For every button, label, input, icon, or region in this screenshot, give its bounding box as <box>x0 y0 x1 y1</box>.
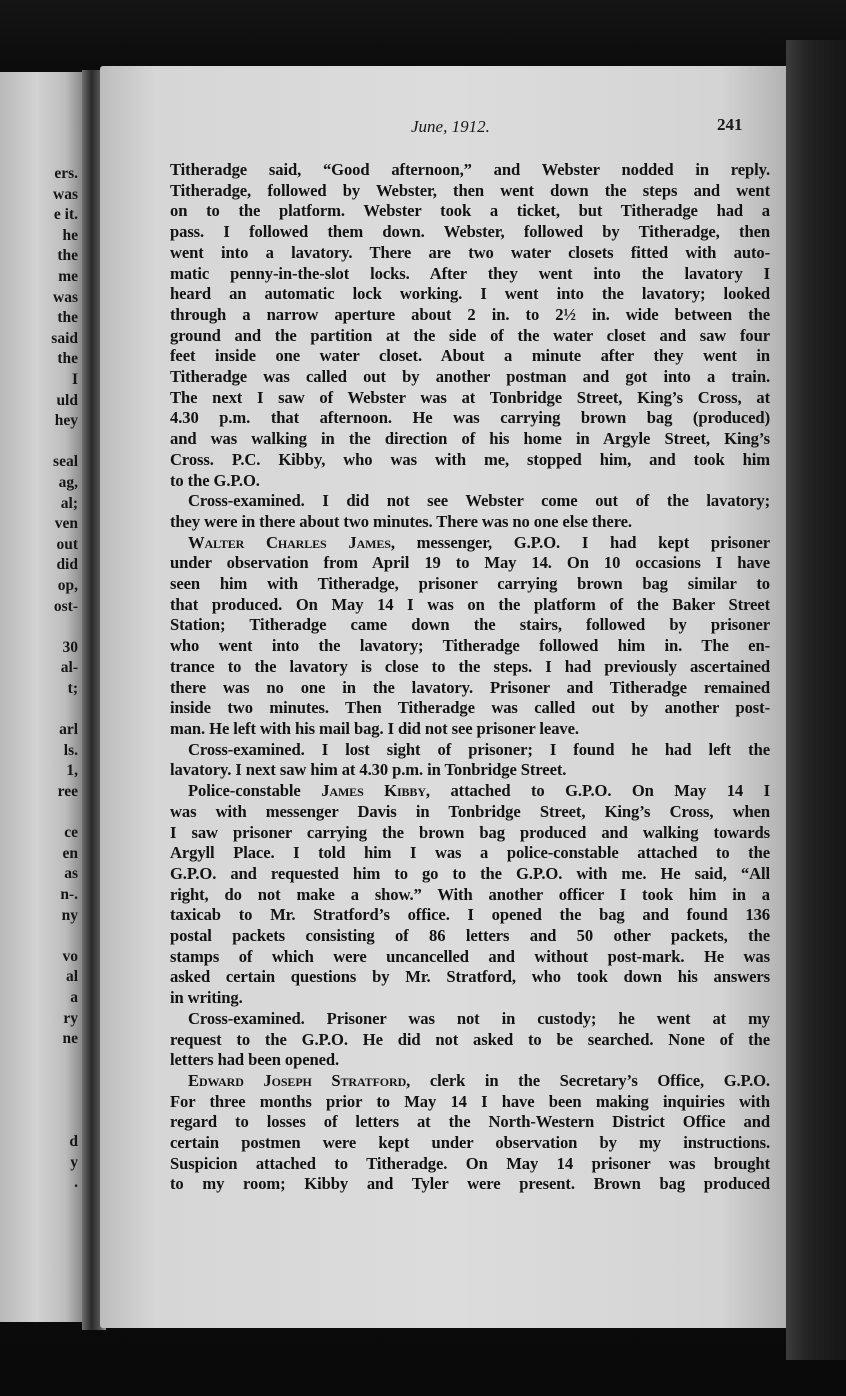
line-text: and was walking in the direction of his home in Argyle Street, King’s <box>170 429 770 449</box>
left-page-line-fragment: n-. <box>60 886 78 903</box>
text-line <box>170 967 770 988</box>
line-text: Argyll Place. I told him I was a police-constable attached to the <box>170 843 770 863</box>
text-line <box>170 719 770 740</box>
line-text: heard an automatic lock working. I went into the lavatory; looked <box>170 284 770 304</box>
text-line <box>170 284 770 305</box>
text-line <box>170 1092 770 1113</box>
text-line <box>170 1133 770 1154</box>
text-line <box>170 1154 770 1175</box>
running-head: June, 1912. <box>411 117 490 136</box>
text-line <box>170 657 770 678</box>
text-line <box>170 781 770 802</box>
text-line <box>170 1174 770 1195</box>
text-line <box>170 802 770 823</box>
text-line <box>170 222 770 243</box>
left-page-line-fragment: ost- <box>53 597 78 615</box>
line-text: through a narrow aperture about 2 in. to 2½ in. wide between the <box>170 304 770 324</box>
witness-name: James Kibby, <box>321 781 430 801</box>
line-text: The next I saw of Webster was at Tonbridge Street, King’s Cross, at <box>170 387 770 407</box>
line-text: G.P.O. and requested him to go to the G.P.O. with me. He said, “All <box>170 863 770 883</box>
left-page-line-fragment: arl <box>59 721 78 739</box>
left-page-line-fragment: 1, <box>66 762 78 780</box>
text-line <box>170 305 770 326</box>
text-line <box>170 760 770 781</box>
line-text: Cross-examined. Prisoner was not in custody; he went at my <box>188 1008 770 1028</box>
text-line <box>170 201 770 222</box>
left-page-line-fragment: . <box>74 1174 78 1192</box>
text-line <box>170 388 770 409</box>
line-text: lavatory. I next saw him at 4.30 p.m. in Tonbridge Street. <box>170 760 567 780</box>
left-page-line-fragment: I <box>71 371 78 388</box>
line-text: on to the platform. Webster took a ticket, but Titheradge had a <box>170 201 770 221</box>
text-line <box>170 615 770 636</box>
left-page-line-fragment: d <box>69 1133 78 1151</box>
witness-name: Edward Joseph Stratford, <box>188 1070 411 1090</box>
text-line <box>170 678 770 699</box>
line-text: taxicab to Mr. Stratford’s office. I opened the bag and found 136 <box>170 905 770 925</box>
line-text: inside two minutes. Then Titheradge was called out by another post- <box>170 698 770 718</box>
left-page-line-fragment: was <box>53 185 78 203</box>
left-page-line-fragment: vo <box>62 947 78 965</box>
left-page-line-fragment: a <box>70 989 78 1006</box>
left-page-line-fragment: ers. <box>54 165 78 182</box>
text-line <box>170 553 770 574</box>
line-text: I saw prisoner carrying the brown bag produced and walking towards <box>170 822 770 842</box>
left-page-line-fragment: did <box>56 556 78 574</box>
line-text: Suspicion attached to Titheradge. On May 14 prisoner was brought <box>170 1153 770 1173</box>
left-page-line-fragment: al- <box>60 659 78 677</box>
line-text: trance to the lavatory is close to the steps. I had previously ascertained <box>170 656 770 676</box>
left-page-line-fragment: out <box>56 535 78 553</box>
text-line <box>170 512 770 533</box>
line-text: Station; Titheradge came down the stairs, followed by prisoner <box>170 615 770 635</box>
text-line <box>170 636 770 657</box>
page-number: 241 <box>717 115 743 134</box>
left-page-line-fragment: said <box>51 329 78 347</box>
line-text: 4.30 p.m. that afternoon. He was carrying brown bag (produced) <box>170 408 770 428</box>
text-line <box>170 698 770 719</box>
left-page-line-fragment: ree <box>57 783 78 800</box>
left-page-line-fragment: seal <box>53 453 78 471</box>
line-text: under observation from April 19 to May 14. On 10 occasions I have <box>170 553 770 573</box>
line-text: certain postmen were kept under observation by my instructions. <box>170 1133 770 1153</box>
line-text: seen him with Titheradge, prisoner carrying brown bag similar to <box>170 574 770 594</box>
left-page-line-fragment: hey <box>54 412 78 430</box>
left-page-line-fragment: the <box>57 247 78 265</box>
text-line <box>170 740 770 761</box>
left-page-line-fragment: ne <box>62 1030 78 1048</box>
text-line <box>170 471 770 492</box>
text-line <box>170 1071 770 1092</box>
line-text: stamps of which were uncancelled and without post-mark. He was <box>170 946 770 966</box>
text-line <box>170 408 770 429</box>
text-line <box>170 326 770 347</box>
line-text: attached to G.P.O. On May 14 I <box>429 781 770 801</box>
line-text: ground and the partition at the side of the water closet and saw four <box>170 325 770 345</box>
left-page-line-fragment: 30 <box>62 638 78 656</box>
text-line <box>170 947 770 968</box>
left-page-line-fragment: y <box>70 1153 78 1171</box>
text-line <box>170 823 770 844</box>
right-page-edge <box>786 40 846 1360</box>
line-text: Cross-examined. I lost sight of prisoner; I found he had left the <box>188 739 770 759</box>
left-page-line-fragment: op, <box>57 577 78 594</box>
left-page-line-fragment: ry <box>63 1009 78 1027</box>
line-text: right, do not make a show.” With another officer I took him in a <box>170 884 770 904</box>
text-line <box>170 988 770 1009</box>
line-text: Cross. P.C. Kibby, who was with me, stopped him, and took him <box>170 449 770 469</box>
left-page-line-fragment: e it. <box>53 206 78 224</box>
left-page-line-fragment: as <box>64 865 78 883</box>
text-line <box>170 346 770 367</box>
line-text: man. He left with his mail bag. I did not see prisoner leave. <box>170 718 579 738</box>
line-text: to the G.P.O. <box>170 470 260 490</box>
left-page-line-fragment: the <box>57 309 78 327</box>
text-line <box>170 533 770 554</box>
line-text: went into a lavatory. There are two water closets fitted with auto- <box>170 242 770 262</box>
line-text: Police-constable <box>188 781 322 801</box>
text-line <box>170 1050 770 1071</box>
line-text: postal packets consisting of 86 letters and 50 other packets, the <box>170 926 770 946</box>
left-page-line-fragment: the <box>57 350 78 368</box>
left-page-line-fragment: ls. <box>63 741 78 759</box>
line-text: Titheradge said, “Good afternoon,” and Webster nodded in reply. <box>170 160 770 179</box>
left-page-line-fragment: ny <box>61 906 78 924</box>
text-line <box>170 1030 770 1051</box>
line-text: Titheradge was called out by another postman and got into a train. <box>170 367 770 387</box>
line-text: that produced. On May 14 I was on the platform of the Baker Street <box>170 594 770 614</box>
line-text: they were in there about two minutes. There was no one else there. <box>170 511 632 531</box>
line-text: letters had been opened. <box>170 1050 340 1070</box>
text-line <box>170 367 770 388</box>
line-text: Titheradge, followed by Webster, then went down the steps and went <box>170 180 770 200</box>
line-text: asked certain questions by Mr. Stratford, who took down his answers <box>170 967 770 987</box>
line-text: in writing. <box>170 988 243 1008</box>
left-page-line-fragment: al <box>65 968 78 986</box>
witness-name: Walter Charles James, <box>188 532 395 552</box>
text-line <box>170 160 770 181</box>
line-text: regard to losses of letters at the North-Western District Office and <box>170 1112 770 1132</box>
left-page-line-fragment: t; <box>67 680 78 697</box>
left-page-line-fragment: en <box>62 844 78 862</box>
text-line <box>170 885 770 906</box>
text-line <box>170 243 770 264</box>
line-text: matic penny-in-the-slot locks. After they went into the lavatory I <box>170 263 770 283</box>
text-line <box>170 1009 770 1030</box>
left-page-line-fragment: uld <box>56 391 78 409</box>
line-text: who went into the lavatory; Titheradge followed him in. The en- <box>170 636 770 656</box>
line-text: For three months prior to May 14 I have been making inquiries with <box>170 1091 770 1111</box>
text-line <box>170 843 770 864</box>
line-text: request to the G.P.O. He did not asked to be searched. None of the <box>170 1029 770 1049</box>
text-line <box>170 574 770 595</box>
left-page-line-fragment: he <box>62 226 78 244</box>
line-text: to my room; Kibby and Tyler were present. Brown bag produced <box>170 1174 770 1194</box>
left-page-line-fragment: ce <box>64 824 78 842</box>
left-page-line-fragment: ven <box>54 515 78 533</box>
page-body-text <box>170 160 770 1195</box>
text-line <box>170 864 770 885</box>
line-text: Cross-examined. I did not see Webster come out of the lavatory; <box>188 491 770 511</box>
text-line <box>170 905 770 926</box>
line-text: there was no one in the lavatory. Prisoner and Titheradge remained <box>170 677 770 697</box>
text-line <box>170 1112 770 1133</box>
line-text: messenger, G.P.O. I had kept prisoner <box>394 532 770 552</box>
line-text: was with messenger Davis in Tonbridge Street, King’s Cross, when <box>170 801 770 821</box>
text-line <box>170 181 770 202</box>
line-text: clerk in the Secretary’s Office, G.P.O. <box>410 1070 770 1090</box>
left-page-line-fragment: was <box>53 288 78 306</box>
text-line <box>170 926 770 947</box>
text-line <box>170 264 770 285</box>
text-line <box>170 450 770 471</box>
left-page-line-fragment: me <box>58 268 78 285</box>
text-line <box>170 595 770 616</box>
left-facing-page <box>0 72 82 1322</box>
line-text: pass. I followed them down. Webster, followed by Titheradge, then <box>170 222 770 242</box>
text-line <box>170 491 770 512</box>
text-line <box>170 429 770 450</box>
left-page-line-fragment: ag, <box>58 474 78 491</box>
line-text: feet inside one water closet. About a minute after they went in <box>170 346 770 366</box>
left-page-line-fragment: al; <box>60 494 78 512</box>
